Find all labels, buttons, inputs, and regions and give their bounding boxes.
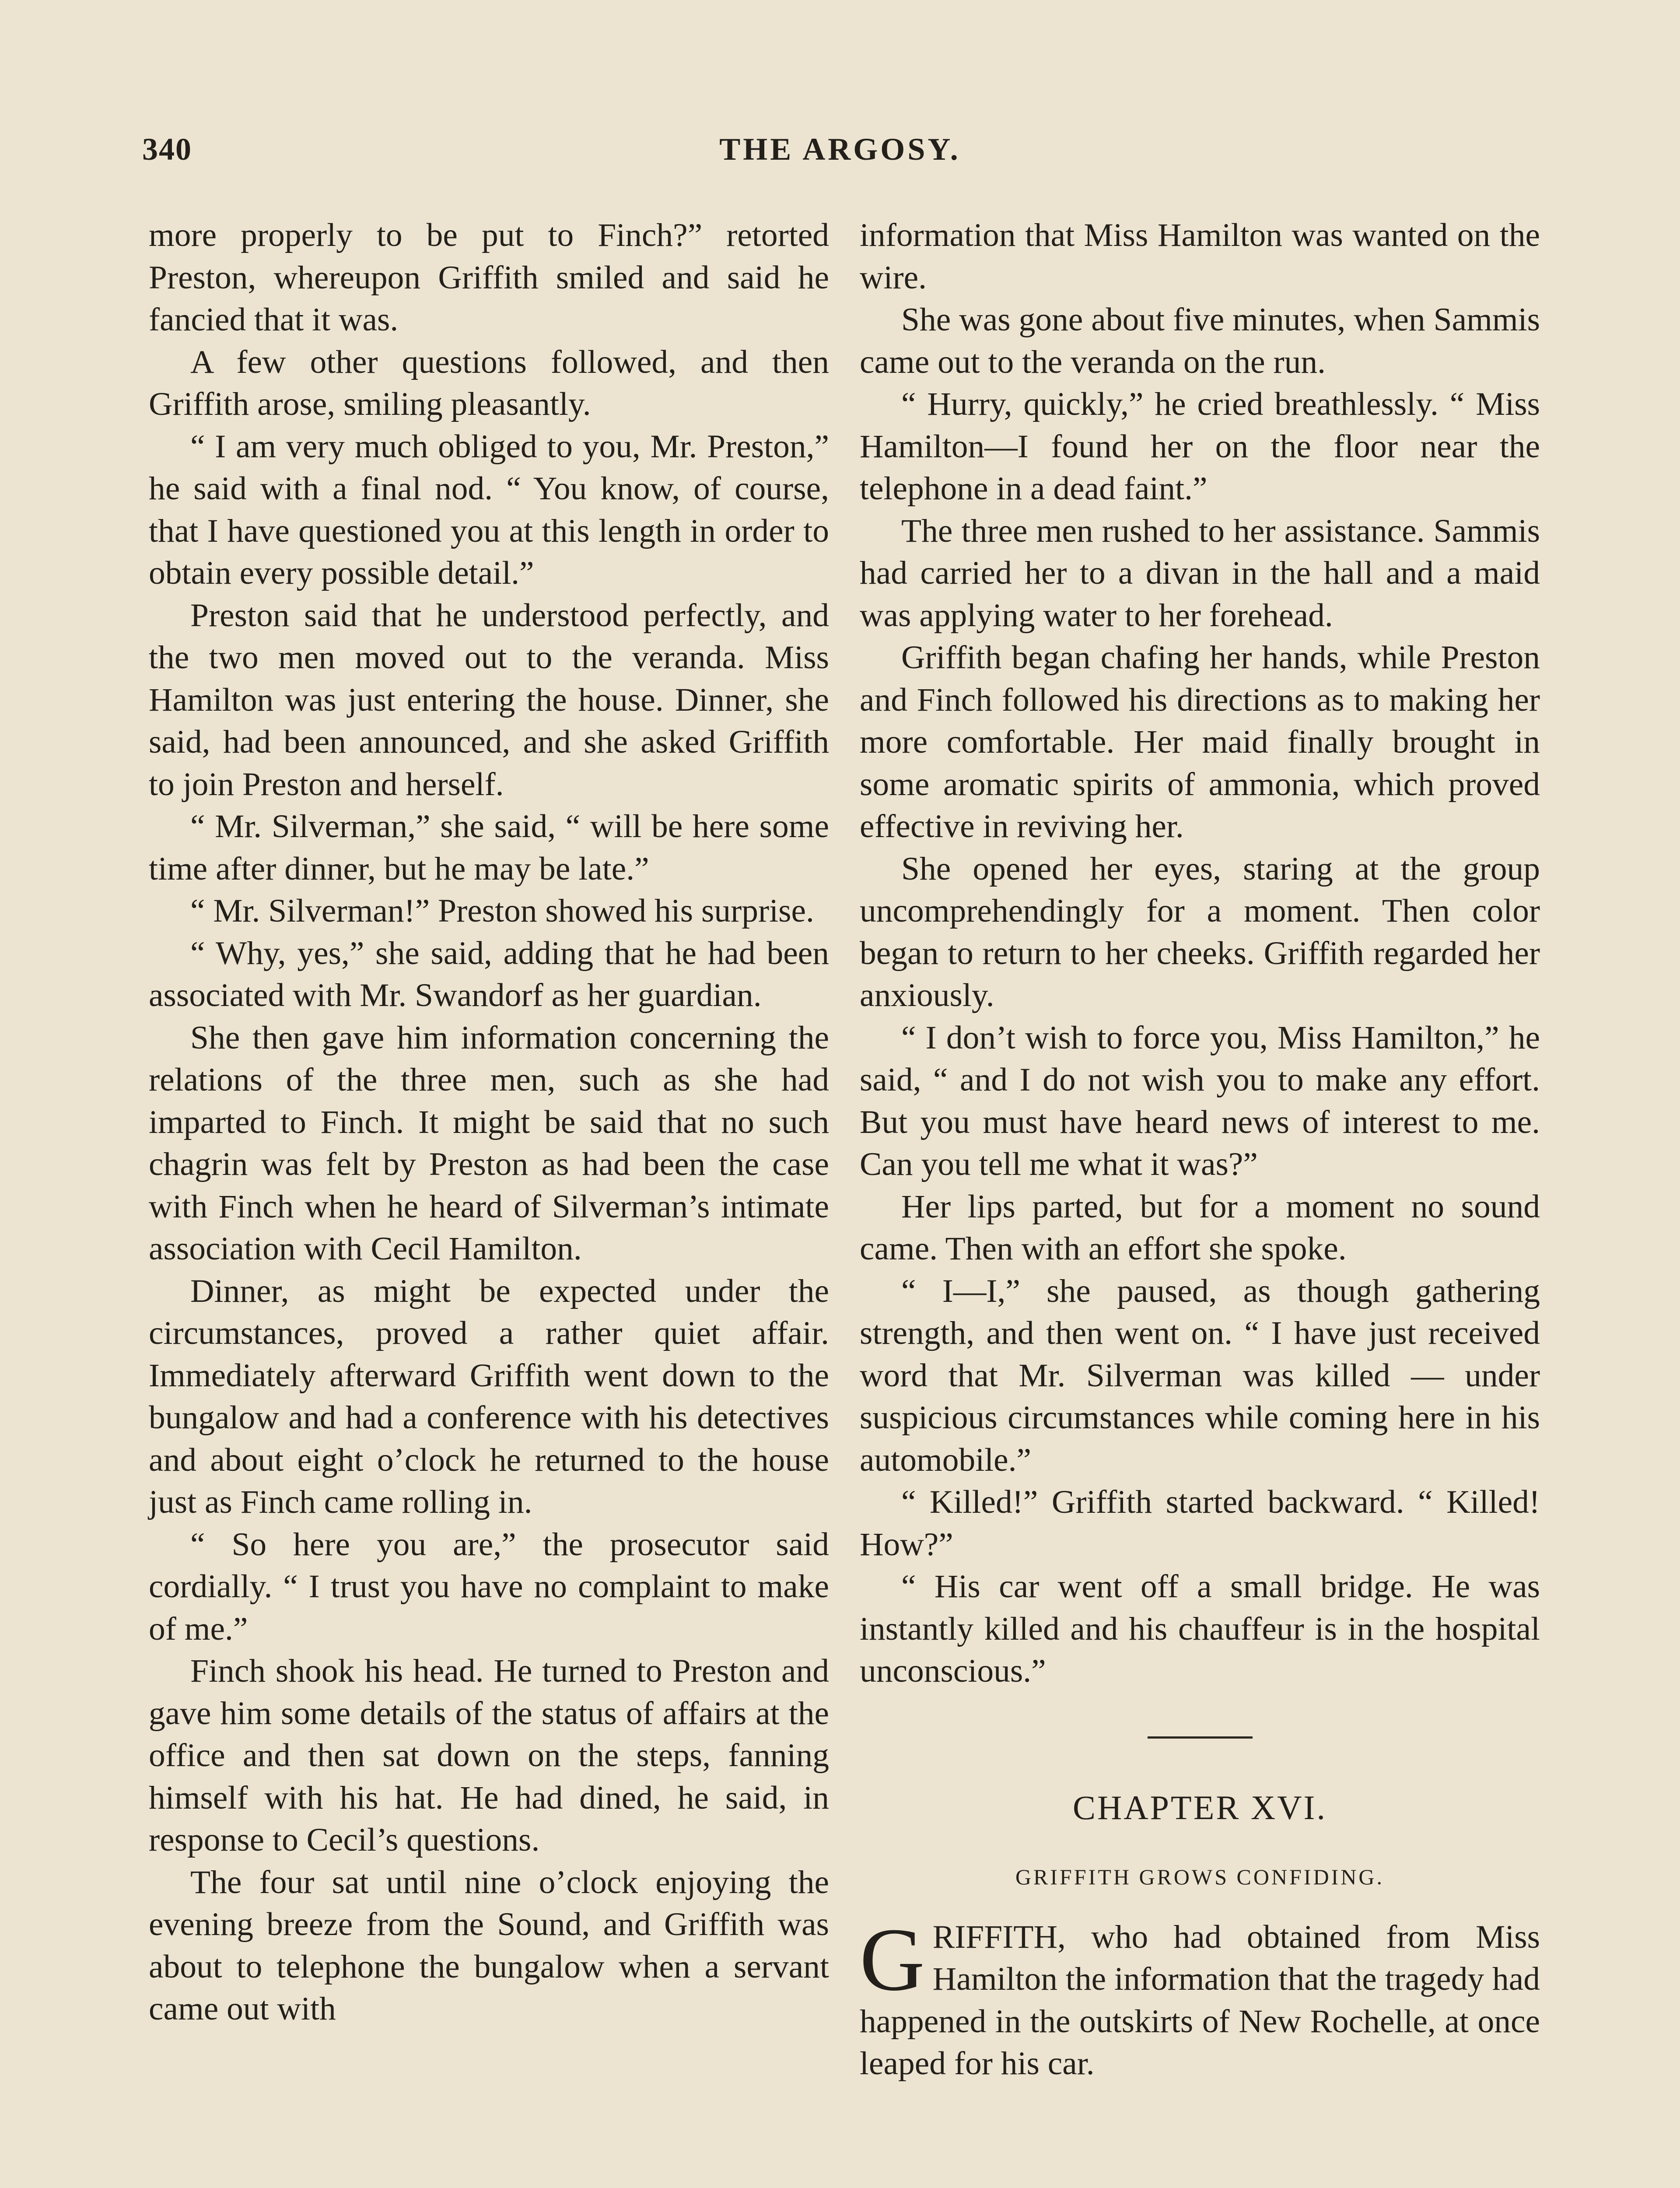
paragraph: Finch shook his head. He turned to Preston and gave him some details of the status of affairs at the office and then sat down on the steps, fanning himself with his hat. He had dined, he said, in response to Cecil’s questions. <box>149 1653 829 1858</box>
paragraph: The three men rushed to her assistance. Sammis had carried her to a divan in the hall and a maid was applying water to her forehead. <box>860 512 1540 634</box>
paragraph: Dinner, as might be expected under the circumstances, proved a rather quiet affair. Immediately afterward Griffith went down to the bungalow and had a conference with his detectives and about eight o’clock he returned to the house just as Finch came rolling in. <box>149 1273 829 1520</box>
paragraph: “ Hurry, quickly,” he cried breathlessly. “ Miss Hamilton—I found her on the floor near the telephone in a dead faint.” <box>860 386 1540 507</box>
paragraph: “ Killed!” Griffith started backward. “ Killed! How?” <box>860 1484 1540 1563</box>
paragraph: She opened her eyes, staring at the group uncomprehendingly for a moment. Then color began to return to her cheeks. Griffith regarded her anxiously. <box>860 850 1540 1013</box>
paragraph: “ Why, yes,” she said, adding that he had been associated with Mr. Swandorf as her guardian. <box>149 935 829 1013</box>
paragraph: “ Mr. Silverman!” Preston showed his surprise. <box>190 893 814 929</box>
left-column <box>149 214 829 2030</box>
paragraph: Her lips parted, but for a moment no sound came. Then with an effort she spoke. <box>860 1188 1540 1267</box>
right-column <box>860 214 1540 2085</box>
chapter-subtitle: GRIFFITH GROWS CONFIDING. <box>1015 1864 1385 1889</box>
drop-cap: G <box>860 1909 925 2009</box>
paragraph: Preston said that he understood perfectly, and the two men moved out to the veranda. Miss Hamilton was just entering the house. Dinner, she said, had been announced, and she asked Griffith to join Preston and herself. <box>149 597 829 803</box>
paragraph: “ His car went off a small bridge. He was instantly killed and his chauffeur is in the hospital unconscious.” <box>860 1568 1540 1689</box>
paragraph: more properly to be put to Finch?” retorted Preston, whereupon Griffith smiled and said he fancied that it was. <box>149 217 829 338</box>
running-title: THE ARGOSY. <box>719 132 961 167</box>
paragraph: “ I don’t wish to force you, Miss Hamilton,” he said, “ and I do not wish you to make any effort. But you must have heard news of interest to me. Can you tell me what it was?” <box>860 1019 1540 1182</box>
paragraph: “ I am very much obliged to you, Mr. Preston,” he said with a final nod. “ You know, of course, that I have questioned you at this length in order to obtain every possible detail.” <box>149 428 829 591</box>
paragraph: The four sat until nine o’clock enjoying the evening breeze from the Sound, and Griffith was about to telephone the bungalow when a servant came out with <box>149 1864 829 2027</box>
section-divider <box>1148 1736 1253 1739</box>
paragraph: “ So here you are,” the prosecutor said cordially. “ I trust you have no complaint to make of me.” <box>149 1526 829 1647</box>
paragraph: “ I—I,” she paused, as though gathering strength, and then went on. “ I have just received word that Mr. Silverman was killed — under suspicious circumstances while coming here in his automobile.” <box>860 1273 1540 1478</box>
paragraph: A few other questions followed, and then Griffith arose, smiling pleasantly. <box>149 344 829 422</box>
chapter-opening-paragraph <box>860 1909 1540 2085</box>
paragraph: She was gone about five minutes, when Sammis came out to the veranda on the run. <box>860 302 1540 380</box>
opening-text: RIFFITH, who had obtained from Miss Hamilton the information that the tragedy had happened in the outskirts of New Rochelle, at once leaped for his car. <box>860 1918 1540 2082</box>
page-header <box>0 131 1680 188</box>
paragraph: “ Mr. Silverman,” she said, “ will be here some time after dinner, but he may be late.” <box>149 808 829 887</box>
page-number: 340 <box>142 132 192 167</box>
paragraph: information that Miss Hamilton was wanted on the wire. <box>860 217 1540 296</box>
paragraph: Griffith began chafing her hands, while Preston and Finch followed his directions as to making her more comfortable. Her maid finally brought in some aromatic spirits of ammonia, which proved effective in reviving her. <box>860 639 1540 845</box>
paragraph: She then gave him information concerning the relations of the three men, such as she had imparted to Finch. It might be said that no such chagrin was felt by Preston as had been the case with Finch when he heard of Silverman’s intimate association with Cecil Hamilton. <box>149 1019 829 1267</box>
chapter-heading: CHAPTER XVI. <box>1072 1788 1327 1827</box>
